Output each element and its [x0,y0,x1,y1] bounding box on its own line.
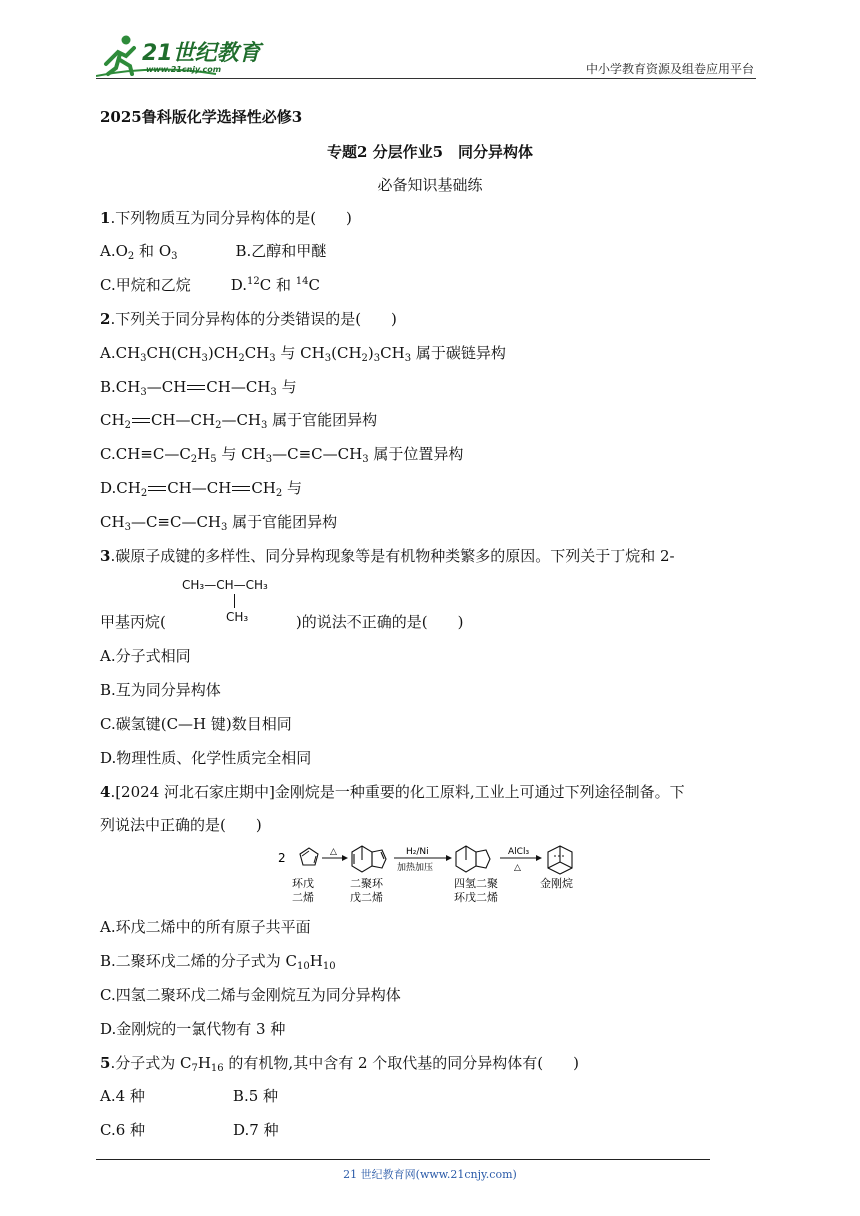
logo-text: 21世纪教育 [142,41,261,66]
book-title: 2025鲁科版化学选择性必修3 [100,108,303,126]
q2-option-a: $A.CH_3CH(CH_3)CH_2CH_3$ 与 $CH_3(CH_2)_3CH_3$ 属于碳链异构 [100,344,506,364]
q3-stem-line2: 甲基丙烷( )的说法不正确的是( ) [100,613,464,631]
label-cyclopentadiene-1: 环戊 [292,877,314,890]
label-tetrahydro-1: 四氢二聚 [454,877,498,890]
platform-name: 中小学教育资源及组卷应用平台 [585,62,754,76]
footer-text[interactable]: 21 世纪教育网(www.21cnjy.com) [343,1168,517,1181]
condition-h2-ni: H₂/Ni [406,847,429,857]
site-logo [96,34,266,82]
q5-options-ab: A.4 种 B.5 种 [100,1087,279,1105]
question-1: 1.下列物质互为同分异构体的是( ) [100,209,352,227]
q4-option-a: A.环戊二烯中的所有原子共平面 [100,918,311,936]
label-dimer-2: 戊二烯 [350,891,383,904]
q4-option-c: C.四氢二聚环戊二烯与金刚烷互为同分异构体 [100,986,401,1004]
q4-stem-line2: 列说法中正确的是( ) [100,816,262,834]
dicyclopentadiene-icon [352,846,386,872]
q3-option-d: D.物理性质、化学性质完全相同 [100,749,312,767]
q2-option-c: $C.CH\equiv C—C_2H_5$ 与 $CH_3—C\equiv C—CH_3$ 属于位置异构 [100,445,464,465]
condition-alcl3: AlCl₃ [508,847,530,857]
page-header [96,30,756,80]
q1-options-ab: $A.O_2$ 和 $O_3$ B.乙醇和甲醚 [100,242,327,262]
condition-heat-1: △ [330,847,337,857]
question-5: 5.分子式为 $C_7H_{16}$ 的有机物,其中含有 2 个取代基的同分异构体有( ) [100,1054,579,1074]
question-4: 4.[2024 河北石家庄期中]金刚烷是一种重要的化工原料,工业上可通过下列途径制备。下 [100,783,685,801]
scheme-coefficient: 2 [278,851,286,865]
footer-divider [96,1159,710,1160]
q1-options-cd: C.甲烷和乙烷 D.$^{12}$C 和 $^{14}$C [100,276,320,294]
unit-title: 专题2 分层作业5 同分异构体 [326,143,534,161]
label-cyclopentadiene-2: 二烯 [292,891,314,904]
condition-heat-3: △ [514,863,521,873]
header-divider [96,78,756,79]
adamantane-icon [548,846,572,874]
cyclopentadiene-icon [300,848,318,865]
label-dimer-1: 二聚环 [350,877,383,890]
q5-options-cd: C.6 种 D.7 种 [100,1121,279,1139]
q3-option-b: B.互为同分异构体 [100,681,221,699]
q3-option-a: A.分子式相同 [100,647,191,665]
q2-option-b2: $CH_2$ $CH—CH_2—CH_3$ 属于官能团异构 [100,411,378,431]
q3-option-c: C.碳氢键(C—H 键)数目相同 [100,715,292,733]
section-title: 必备知识基础练 [377,176,483,194]
label-adamantane: 金刚烷 [540,877,573,890]
runner-logo-icon [96,34,266,78]
q4-option-d: D.金刚烷的一氯代物有 3 种 [100,1020,286,1038]
condition-heat-pressure: 加热加压 [397,863,434,873]
q4-option-b: B.二聚环戊二烯的分子式为 $C_{10}H_{10}$ [100,952,336,972]
question-3: 3.碳原子成键的多样性、同分异构现象等是有机物种类繁多的原因。下列关于丁烷和 2- [100,547,675,565]
adamantane-synthesis-scheme [278,842,598,912]
tetrahydrodicyclopentadiene-icon [456,846,490,872]
q2-option-b1: $B.CH_3—CH$ $CH—CH_3$ 与 [100,378,297,398]
question-2: 2.下列关于同分异构体的分类错误的是( ) [100,310,397,328]
isobutane-structure: CH₃—CH—CH₃ CH₃ [182,578,268,624]
logo-url: www.21cnjy.com [146,65,222,74]
label-tetrahydro-2: 环戊二烯 [454,891,498,904]
q2-option-d2: $CH_3—C\equiv C—CH_3$ 属于官能团异构 [100,513,338,533]
q2-option-d1: $D.CH_2$ CH—CH $CH_2$ 与 [100,479,303,499]
